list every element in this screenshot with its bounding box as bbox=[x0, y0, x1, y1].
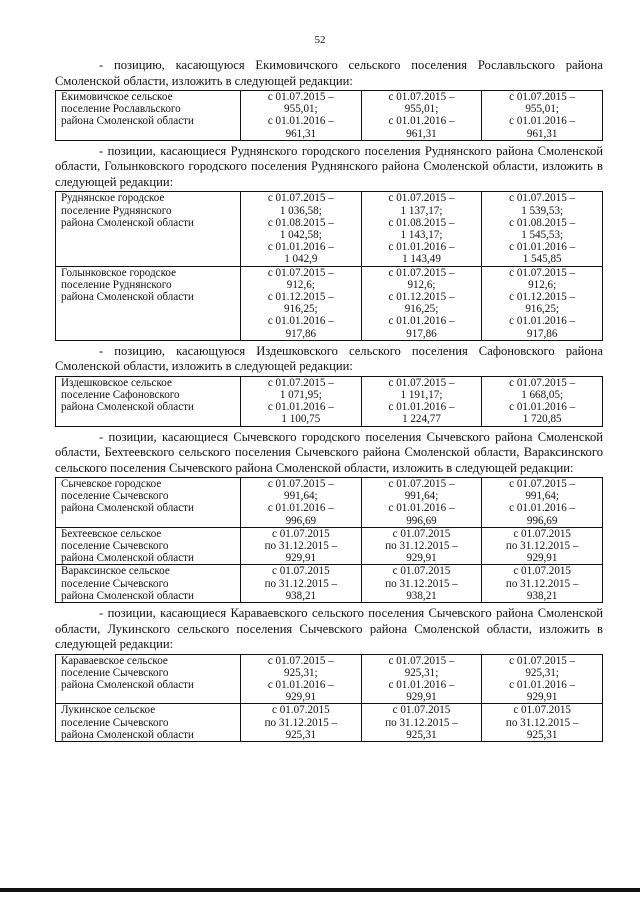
settlement-name-cell bbox=[56, 704, 241, 742]
tariff-line: с 01.01.2016 – bbox=[509, 679, 576, 691]
page-number: 52 bbox=[314, 34, 326, 46]
tariff-line: с 01.07.2015 – bbox=[267, 91, 334, 103]
tariff-line: 1 143,49 bbox=[402, 253, 441, 266]
tariff-line: с 01.07.2015 – bbox=[388, 478, 455, 491]
tariff-line: с 01.07.2015 – bbox=[267, 192, 334, 205]
tariff-line: 996,69 bbox=[285, 514, 317, 527]
tariff-cell bbox=[482, 654, 603, 704]
tariff-line: с 01.08.2015 – bbox=[267, 216, 334, 229]
tariff-cell bbox=[241, 91, 362, 141]
tariff-line: с 01.01.2016 – bbox=[388, 502, 455, 515]
tariff-line: по 31.12.2015 – bbox=[505, 540, 579, 553]
section-intro: - позицию, касающуюся Екимовичского сельского поселения Рославльского района Смоленской области, изложить в следующей редакции: bbox=[55, 58, 603, 88]
tariff-line: 925,31; bbox=[525, 666, 559, 679]
tariff-line: с 01.01.2016 – bbox=[388, 401, 455, 414]
table-row bbox=[56, 527, 603, 565]
bottom-rule bbox=[0, 888, 640, 892]
table-row bbox=[56, 266, 603, 340]
tariff-cell bbox=[482, 266, 603, 340]
settlement-name-line: поселение Рославльского bbox=[61, 103, 181, 116]
tariff-line: 955,01; bbox=[404, 103, 439, 116]
tariff-line: с 01.01.2016 – bbox=[267, 401, 334, 414]
settlement-name-line: Сычевское городское bbox=[61, 478, 162, 491]
tariff-line: с 01.07.2015 – bbox=[267, 654, 334, 667]
tariff-line: по 31.12.2015 – bbox=[264, 716, 338, 729]
settlement-name-cell bbox=[56, 266, 241, 340]
settlement-name-cell bbox=[56, 565, 241, 603]
tariff-line: с 01.01.2016 – bbox=[509, 115, 576, 128]
settlement-name-cell bbox=[56, 192, 241, 266]
tariff-line: 925,31 bbox=[406, 728, 437, 741]
tariff-line: 961,31 bbox=[285, 127, 317, 140]
tariff-line: 929,91 bbox=[285, 552, 317, 565]
settlement-name-line: поселение Руднянского bbox=[61, 278, 172, 291]
tariff-line: 991,64; bbox=[525, 490, 559, 503]
settlement-name-line: района Смоленской области bbox=[61, 216, 194, 229]
tariff-line: 1 042,9 bbox=[284, 253, 318, 266]
tariff-line: с 01.01.2016 – bbox=[267, 115, 334, 128]
tariff-line: по 31.12.2015 – bbox=[385, 716, 458, 729]
settlement-name-line: поселение Сычевского bbox=[61, 490, 169, 503]
settlement-name-line: Лукинское сельское bbox=[61, 704, 156, 717]
tariff-line: 938,21 bbox=[526, 589, 558, 602]
tariff-line: с 01.07.2015 – bbox=[388, 91, 455, 103]
tariff-line: с 01.08.2015 – bbox=[509, 216, 576, 229]
tariff-cell bbox=[361, 192, 482, 266]
tariff-line: по 31.12.2015 – bbox=[385, 577, 458, 590]
tariff-line: с 01.01.2016 – bbox=[388, 315, 455, 328]
tariff-line: 917,86 bbox=[406, 327, 437, 340]
tariff-line: с 01.07.2015 bbox=[513, 565, 571, 578]
settlement-name-cell bbox=[56, 91, 241, 141]
tariff-cell bbox=[361, 91, 482, 141]
tariff-cell bbox=[241, 654, 362, 704]
tariff-cell bbox=[482, 91, 603, 141]
tariff-line: 1 545,53; bbox=[521, 228, 564, 241]
rates-table bbox=[55, 654, 603, 742]
tariff-cell bbox=[241, 527, 362, 565]
tariff-line: с 01.07.2015 – bbox=[388, 654, 455, 667]
settlement-name-line: Вараксинское сельское bbox=[61, 565, 170, 578]
tariff-line: 1 036,58; bbox=[279, 204, 322, 217]
tariff-line: 991,64; bbox=[404, 490, 439, 503]
tariff-line: с 01.07.2015 – bbox=[509, 654, 576, 667]
tariff-line: с 01.01.2016 – bbox=[267, 679, 334, 691]
tariff-line: с 01.07.2015 – bbox=[267, 478, 334, 491]
tariff-line: 925,31 bbox=[526, 728, 558, 741]
tariff-line: 912,6; bbox=[407, 278, 436, 291]
tariff-line: 1 137,17; bbox=[400, 204, 443, 217]
tariff-cell bbox=[241, 266, 362, 340]
settlement-name-line: района Смоленской области bbox=[61, 401, 194, 414]
tariff-line: с 01.07.2015 – bbox=[388, 192, 455, 205]
settlement-name-line: Руднянское городское bbox=[61, 192, 165, 205]
tariff-line: 1 071,95; bbox=[279, 388, 322, 401]
tariff-line: по 31.12.2015 – bbox=[264, 577, 338, 590]
tariff-cell bbox=[241, 376, 362, 426]
tariff-line: с 01.01.2016 – bbox=[509, 401, 576, 414]
rates-table bbox=[55, 191, 603, 340]
tariff-line: 929,91 bbox=[406, 691, 437, 704]
tariff-line: 1 720,85 bbox=[522, 413, 562, 426]
tariff-line: с 01.12.2015 – bbox=[267, 290, 334, 303]
tariff-line: 929,91 bbox=[285, 691, 317, 704]
tariff-line: 1 100,75 bbox=[281, 413, 321, 426]
tariff-line: с 01.01.2016 – bbox=[509, 502, 576, 515]
tariff-line: с 01.07.2015 – bbox=[267, 376, 334, 389]
tariff-line: 917,86 bbox=[285, 327, 317, 340]
settlement-name-line: района Смоленской области bbox=[61, 115, 194, 128]
tariff-cell bbox=[482, 527, 603, 565]
tariff-line: с 01.07.2015 – bbox=[509, 192, 576, 205]
tariff-cell bbox=[361, 704, 482, 742]
tariff-line: с 01.07.2015 bbox=[513, 527, 571, 540]
settlement-name-cell bbox=[56, 376, 241, 426]
tariff-cell bbox=[361, 266, 482, 340]
tariff-cell bbox=[241, 704, 362, 742]
tariff-line: с 01.07.2015 bbox=[513, 704, 571, 717]
tariff-line: с 01.01.2016 – bbox=[267, 502, 334, 515]
settlement-name-line: Издешковское сельское bbox=[61, 376, 172, 389]
tariff-line: с 01.07.2015 – bbox=[509, 478, 576, 491]
tariff-line: с 01.01.2016 – bbox=[388, 115, 455, 128]
table-row bbox=[56, 376, 603, 426]
tariff-line: с 01.07.2015 bbox=[392, 527, 451, 540]
tariff-line: с 01.01.2016 – bbox=[509, 315, 576, 328]
tariff-line: 1 191,17; bbox=[400, 388, 443, 401]
tariff-line: с 01.07.2015 – bbox=[388, 376, 455, 389]
tariff-line: 916,25; bbox=[284, 303, 318, 316]
tariff-line: 916,25; bbox=[525, 303, 559, 316]
tariff-line: с 01.07.2015 – bbox=[509, 91, 576, 103]
tariff-cell bbox=[241, 565, 362, 603]
tariff-line: с 01.07.2015 – bbox=[509, 266, 576, 279]
tariff-line: 961,31 bbox=[526, 127, 558, 140]
settlement-name-line: Екимовичское сельское bbox=[61, 91, 173, 103]
settlement-name-line: района Смоленской области bbox=[61, 728, 194, 741]
settlement-name-line: Голынковское городское bbox=[61, 266, 177, 279]
settlement-name-cell bbox=[56, 654, 241, 704]
tariff-line: с 01.07.2015 – bbox=[267, 266, 334, 279]
table-row bbox=[56, 704, 603, 742]
tariff-line: 1 042,58; bbox=[279, 228, 322, 241]
tariff-line: 925,31; bbox=[284, 666, 318, 679]
tariff-cell bbox=[482, 565, 603, 603]
section-intro: - позицию, касающуюся Издешковского сельского поселения Сафоновского района Смоленской области, изложить в следующей редакции: bbox=[55, 343, 603, 374]
tariff-cell bbox=[361, 565, 482, 603]
settlement-name-cell bbox=[56, 478, 241, 528]
tariff-cell bbox=[361, 478, 482, 528]
settlement-name-line: района Смоленской области bbox=[61, 589, 194, 602]
settlement-name-cell bbox=[56, 527, 241, 565]
tariff-line: по 31.12.2015 – bbox=[505, 577, 579, 590]
tariff-line: по 31.12.2015 – bbox=[505, 716, 579, 729]
tariff-cell bbox=[482, 192, 603, 266]
tariff-cell bbox=[482, 478, 603, 528]
settlement-name-line: поселение Сычевского bbox=[61, 540, 169, 553]
settlement-name-line: поселение Сычевского bbox=[61, 716, 169, 729]
settlement-name-line: поселение Руднянского bbox=[61, 204, 172, 217]
tariff-line: с 01.07.2015 bbox=[272, 704, 330, 717]
settlement-name-line: Бехтеевское сельское bbox=[61, 527, 162, 540]
tariff-line: с 01.12.2015 – bbox=[388, 290, 455, 303]
tariff-line: 996,69 bbox=[406, 514, 437, 527]
settlement-name-line: поселение Сычевского bbox=[61, 666, 169, 679]
tariff-line: 925,31 bbox=[285, 728, 317, 741]
tariff-line: 929,91 bbox=[526, 552, 558, 565]
tariff-line: с 01.07.2015 bbox=[272, 527, 330, 540]
tariff-line: с 01.01.2016 – bbox=[509, 241, 576, 254]
tariff-line: 1 539,53; bbox=[521, 204, 564, 217]
tariff-line: 916,25; bbox=[404, 303, 439, 316]
table-row bbox=[56, 654, 603, 704]
tariff-line: с 01.01.2016 – bbox=[267, 315, 334, 328]
tariff-line: с 01.08.2015 – bbox=[388, 216, 455, 229]
section-intro: - позиции, касающиеся Караваевского сельского поселения Сычевского района Смоленской области, Лукинского сельского поселения Сычевского района Смоленской области, изложить в следующей редакции: bbox=[55, 606, 603, 652]
rates-table bbox=[55, 477, 603, 603]
tariff-line: 938,21 bbox=[406, 589, 437, 602]
tariff-line: с 01.07.2015 bbox=[392, 704, 451, 717]
tariff-cell bbox=[241, 478, 362, 528]
section-intro: - позиции, касающиеся Руднянского городского поселения Руднянского района Смоленской области, Голынковского городского поселения Руднянского района Смоленской области, изложить в следующей редакции: bbox=[55, 143, 603, 189]
table-row bbox=[56, 478, 603, 528]
tariff-line: 1 143,17; bbox=[400, 228, 443, 241]
tariff-line: по 31.12.2015 – bbox=[385, 540, 458, 553]
tariff-line: 955,01; bbox=[284, 103, 318, 116]
settlement-name-line: Караваевское сельское bbox=[61, 654, 168, 667]
rates-table bbox=[55, 376, 603, 427]
tariff-cell bbox=[361, 376, 482, 426]
tariff-line: 1 545,85 bbox=[522, 253, 562, 266]
tariff-line: с 01.07.2015 bbox=[392, 565, 451, 578]
table-row bbox=[56, 91, 603, 141]
tariff-line: 938,21 bbox=[285, 589, 317, 602]
document-body bbox=[55, 58, 603, 745]
settlement-name-line: поселение Сычевского bbox=[61, 577, 169, 590]
tariff-line: 912,6; bbox=[286, 278, 315, 291]
settlement-name-line: района Смоленской области bbox=[61, 679, 194, 691]
tariff-line: с 01.07.2015 – bbox=[388, 266, 455, 279]
table-row bbox=[56, 565, 603, 603]
tariff-line: 917,86 bbox=[526, 327, 558, 340]
settlement-name-line: района Смоленской области bbox=[61, 290, 194, 303]
tariff-cell bbox=[482, 376, 603, 426]
tariff-line: 961,31 bbox=[406, 127, 437, 140]
tariff-line: 1 668,05; bbox=[521, 388, 564, 401]
settlement-name-line: поселение Сафоновского bbox=[61, 388, 180, 401]
tariff-cell bbox=[361, 527, 482, 565]
tariff-line: 912,6; bbox=[528, 278, 557, 291]
tariff-line: 996,69 bbox=[526, 514, 558, 527]
table-row bbox=[56, 192, 603, 266]
tariff-line: 1 224,77 bbox=[402, 413, 441, 426]
tariff-line: с 01.01.2016 – bbox=[388, 679, 455, 691]
tariff-line: 991,64; bbox=[284, 490, 318, 503]
tariff-line: 955,01; bbox=[525, 103, 559, 116]
rates-table bbox=[55, 90, 603, 141]
tariff-line: с 01.12.2015 – bbox=[509, 290, 576, 303]
tariff-line: с 01.07.2015 – bbox=[509, 376, 576, 389]
tariff-line: с 01.01.2016 – bbox=[388, 241, 455, 254]
tariff-line: 925,31; bbox=[404, 666, 439, 679]
tariff-cell bbox=[361, 654, 482, 704]
tariff-line: с 01.01.2016 – bbox=[267, 241, 334, 254]
tariff-line: 929,91 bbox=[406, 552, 437, 565]
tariff-cell bbox=[241, 192, 362, 266]
tariff-line: по 31.12.2015 – bbox=[264, 540, 338, 553]
tariff-line: с 01.07.2015 bbox=[272, 565, 330, 578]
tariff-cell bbox=[482, 704, 603, 742]
settlement-name-line: района Смоленской области bbox=[61, 502, 194, 515]
settlement-name-line: района Смоленской области bbox=[61, 552, 194, 565]
tariff-line: 929,91 bbox=[526, 691, 558, 704]
section-intro: - позиции, касающиеся Сычевского городского поселения Сычевского района Смоленской области, Бехтеевского сельского поселения Сычевского района Смоленской области, Вараксинского сельского поселения Сычевского района Смоленской области, изложить в следующей редакции: bbox=[55, 429, 603, 475]
